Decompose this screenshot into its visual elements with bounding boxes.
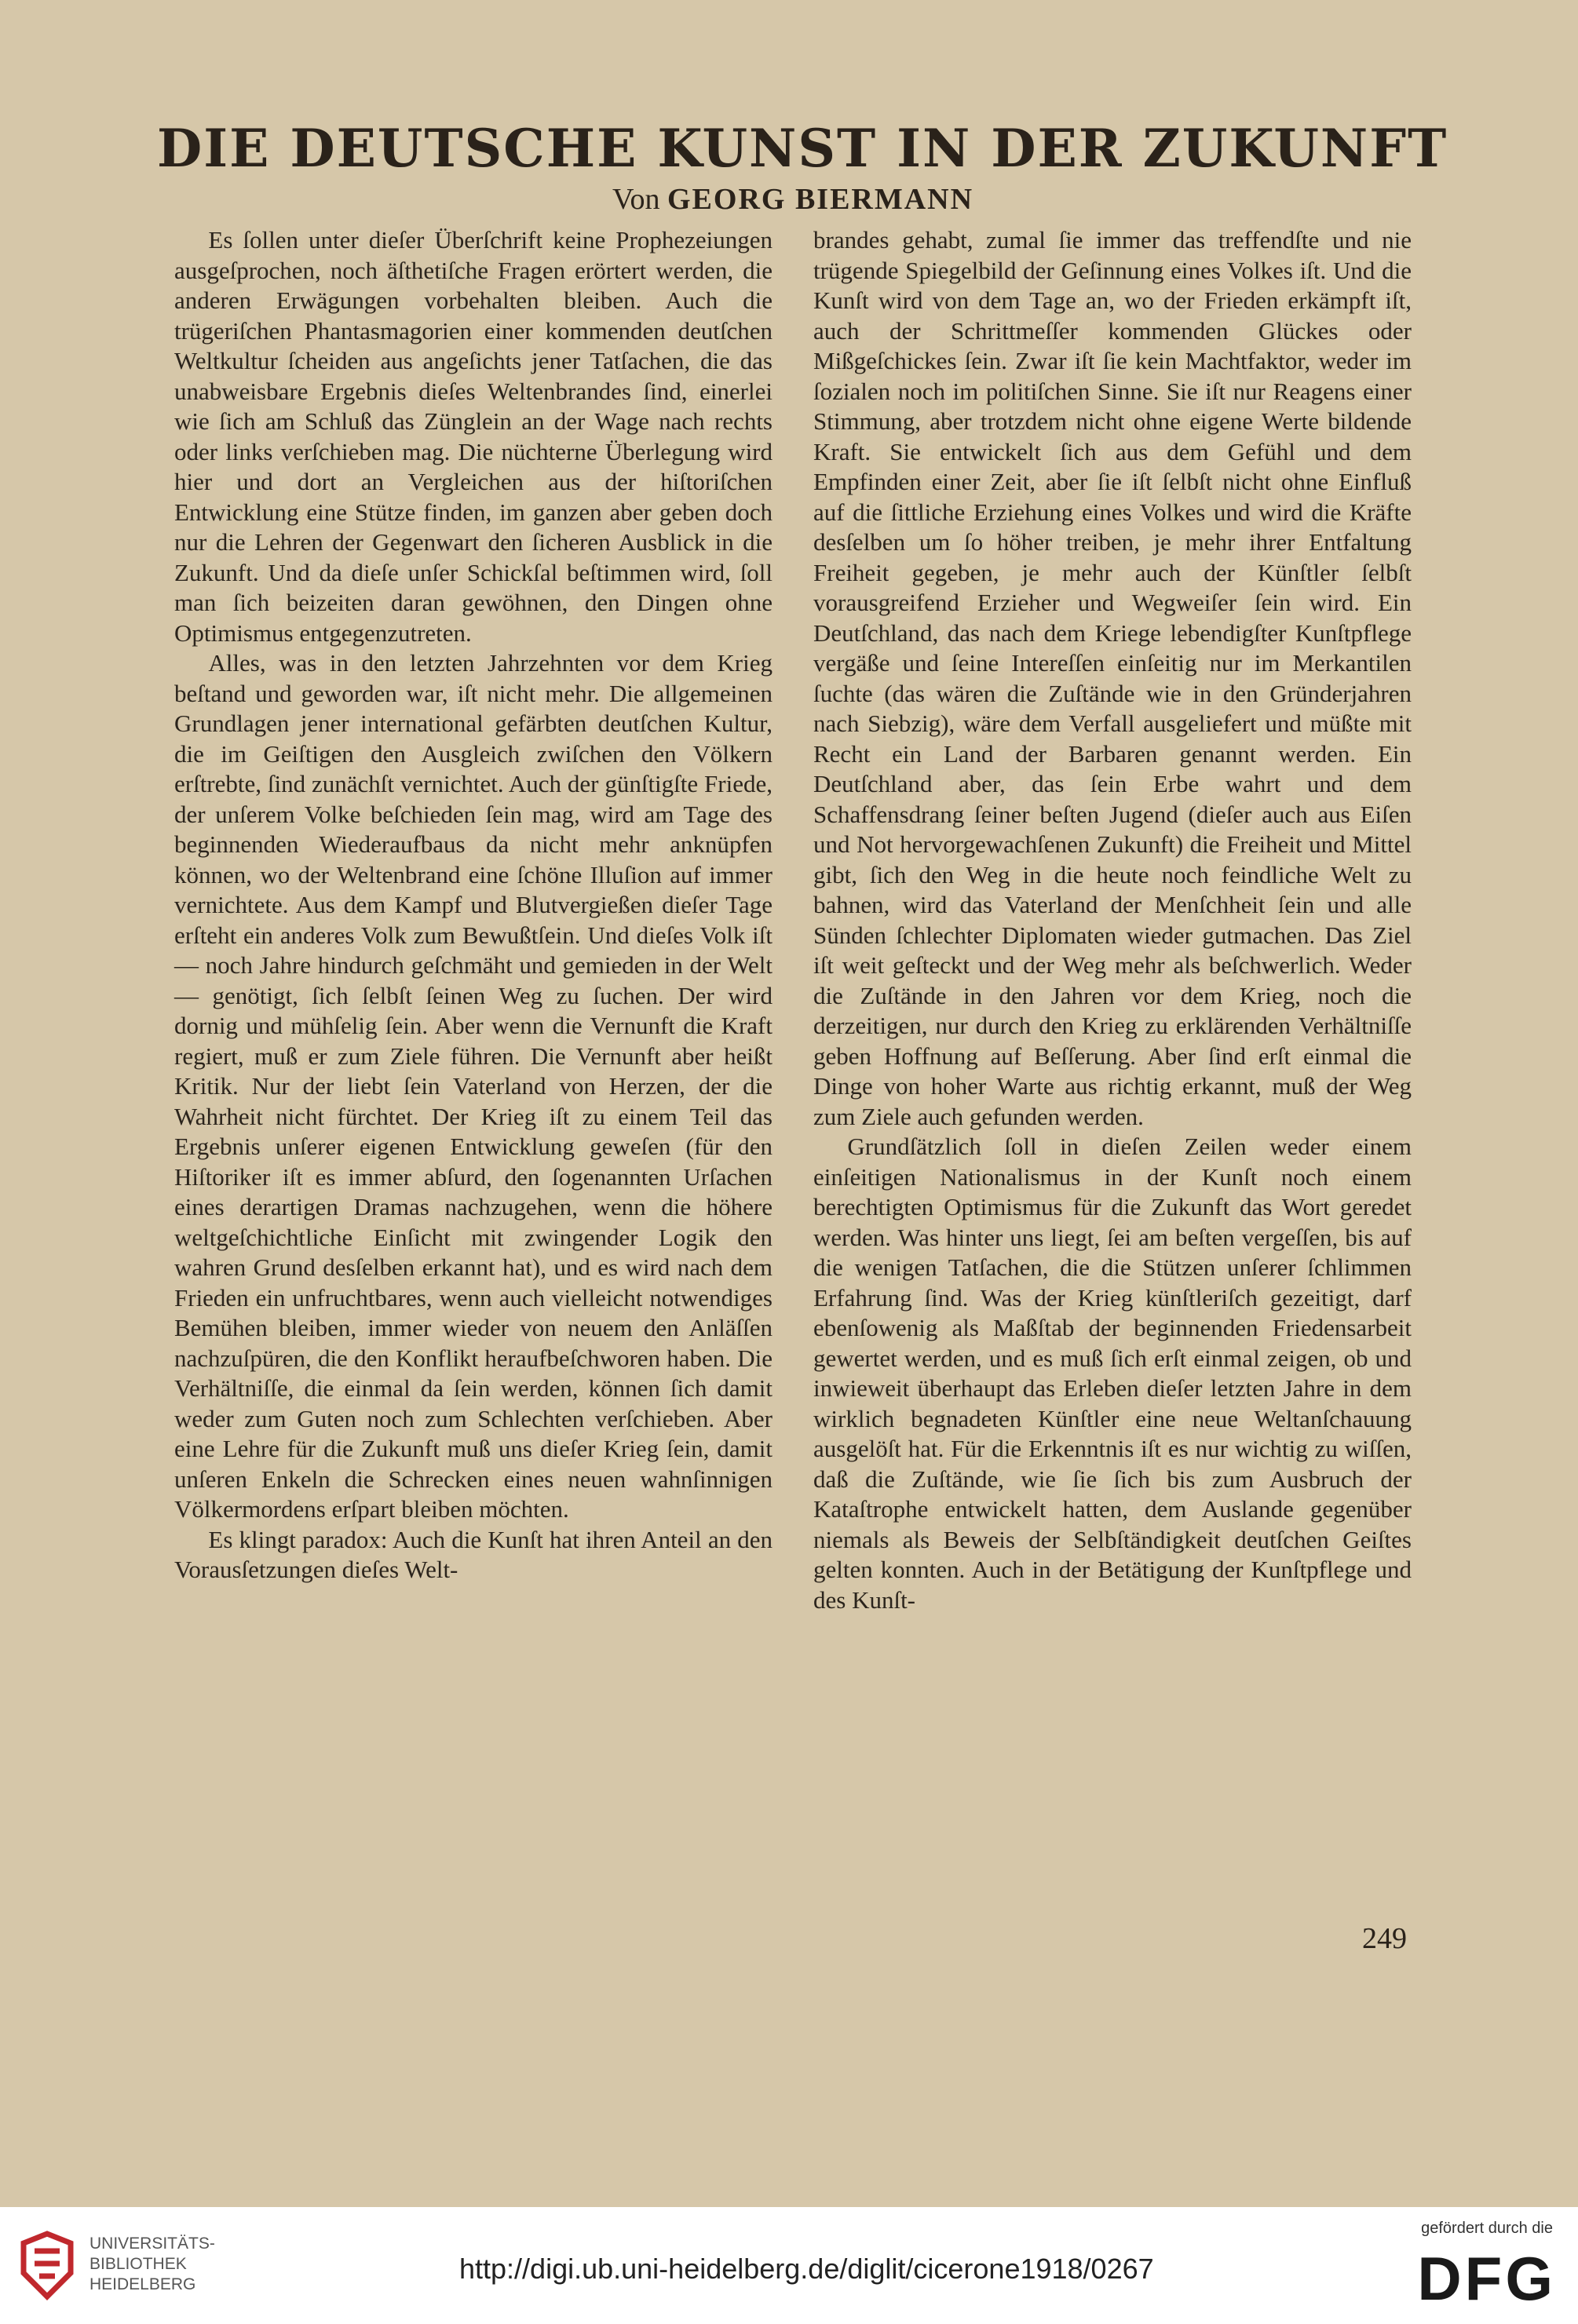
paragraph: Alles, was in den letzten Jahrzehnten vor dem Krieg beſtand und geworden war, iſt nicht mehr. Die allgemeinen Grundlagen jener international gefärbten deutſchen Kultur, die im Geiſtigen den Ausgleich zwiſchen den Völkern erſtrebte, ſind zunächſt vernichtet. Auch der günſtigſte Friede, der unſerem Volke beſchieden ſein mag, wird am Tage des beginnenden Wiederaufbaus da nicht mehr anknüpfen können, wo der Weltenbrand eine ſchöne Illuſion auf immer vernichtete. Aus dem Kampf und Blutvergießen dieſer Tage erſteht ein anderes Volk zum Bewußtſein. Und dieſes Volk iſt — noch Jahre hindurch geſchmäht und gemieden in der Welt — genötigt, ſich ſelbſt ſeinen Weg zu ſuchen. Der wird dornig und mühſelig ſein. Aber wenn die Vernunft die Kraft regiert, muß er zum Ziele führen. Die Vernunft aber heißt Kritik. Nur der liebt ſein Vaterland von Herzen, der die Wahrheit nicht fürchtet. Der Krieg iſt zu einem Teil das Ergebnis unſerer eigenen Entwicklung geweſen (für den Hiſtoriker iſt es immer abſurd, den ſogenannten Urſachen eines derartigen Dramas nachzugehen, wenn die höhere weltgeſchichtliche Einſicht mit zwingender Logik den wahren Grund desſelben erkannt hat), und es wird nach dem Frieden ein unfruchtbares, wenn auch vielleicht notwendiges Bemühen bleiben, immer wieder von neuem den Anläſſen nachzuſpüren, die den Konflikt heraufbeſchworen haben. Die Verhältniſſe, die einmal da ſein werden, können ſich damit weder zum Guten noch zum Schlechten verſchieben. Aber eine Lehre für die Zukunft muß uns dieſer Krieg ſein, damit unſeren Enkeln die Schrecken eines neuen wahnſinnigen Völkermordens erſpart bleiben möchten. [174, 649, 773, 1523]
institution-line: UNIVERSITÄTS- [89, 2235, 215, 2253]
paragraph: Es ſollen unter dieſer Überſchrift keine Prophezeiungen ausgeſprochen, noch äſthetiſche Fragen erörtert werden, die anderen Erwägungen vorbehalten bleiben. Auch die trügeriſchen Phantasmagorien einer kommenden deutſchen Weltkultur ſcheiden aus angeſichts jener Tatſachen, die das unabweisbare Ergebnis dieſes Weltenbrandes ſind, einerlei wie ſich am Schluß das Zünglein an der Wage nach rechts oder links verſchieben mag. Die nüchterne Überlegung wird hier und dort an Vergleichen aus der hiſtoriſchen Entwicklung eine Stütze finden, im ganzen aber geben doch nur die Lehren der Gegenwart den ſicheren Ausblick in die Zukunft. Und da dieſe unſer Schickſal beſtimmen wird, ſoll man ſich beizeiten daran gewöhnen, den Dingen ohne Optimismus entgegenzutreten. [174, 226, 773, 647]
digitization-footer [0, 2207, 1578, 2324]
institution-line: BIBLIOTHEK [89, 2255, 187, 2273]
university-library-name [89, 2234, 215, 2295]
university-library-logo-icon[interactable] [16, 2227, 79, 2306]
byline-prefix: Von [612, 183, 660, 216]
paragraph: Es klingt paradox: Auch die Kunſt hat ihren Anteil an den Vorausſetzungen dieſes Welt- [174, 1525, 773, 1583]
institution-line: HEIDELBERG [89, 2275, 196, 2293]
article-title: DIE DEUTSCHE KUNST IN DER ZUKUNFT [157, 118, 1448, 179]
page-number: 249 [1362, 1922, 1407, 1955]
left-column [174, 225, 773, 1585]
byline [157, 182, 1429, 217]
permalink-url[interactable]: http://digi.ub.uni-heidelberg.de/diglit/cicerone1918/0267 [459, 2253, 1154, 2285]
dfg-logo[interactable]: DFG [1417, 2244, 1556, 2313]
right-column [813, 225, 1412, 1615]
author-name: GEORG BIERMANN [667, 183, 974, 216]
paragraph: brandes gehabt, zumal ſie immer das treffendſte und nie trügende Spiegelbild der Geſinnung eines Volkes iſt. Und die Kunſt wird von dem Tage an, wo der Frieden erkämpft iſt, auch der Schrittmeſſer kommenden Glückes oder Mißgeſchickes ſein. Zwar iſt ſie kein Machtfaktor, weder im ſozialen noch im politiſchen Sinne. Sie iſt nur Reagens einer Stimmung, aber trotzdem nicht ohne eigene Werte bildende Kraft. Sie entwickelt ſich aus dem Gefühl und dem Empfinden einer Zeit, aber ſie iſt ſelbſt nicht ohne Einfluß auf die ſittliche Erziehung eines Volkes und wird die Kräfte desſelben um ſo höher treiben, je mehr ihrer Entfaltung Freiheit gegeben, je mehr auch der Künſtler ſelbſt vorausgreifend Erzieher und Wegweiſer ſein wird. Ein Deutſchland, das nach dem Kriege lebendigſter Kunſtpflege vergäße und ſeine Intereſſen einſeitig nur im Merkantilen ſuchte (das wären die Zuſtände wie in den Gründerjahren nach Siebzig), wäre dem Verfall ausgeliefert und müßte mit Recht ein Land der Barbaren genannt werden. Ein Deutſchland aber, das ſein Erbe wahrt und dem Schaffensdrang ſeiner beſten Jugend (dieſer auch aus Eiſen und Not hervorgewachſenen Zukunft) die Freiheit und Mittel gibt, ſich den Weg in die heute noch feindliche Welt zu bahnen, wird das Vaterland der Menſchheit ſein und alle Sünden ſchlechter Diplomaten wieder gutmachen. Das Ziel iſt weit geſteckt und der Weg mehr als beſchwerlich. Weder die Zuſtände in den Jahren vor dem Krieg, noch die derzeitigen, nur durch den Krieg zu erklärenden Verhältniſſe geben Hoffnung auf Beſſerung. Aber ſind erſt einmal die Dinge von hoher Warte aus richtig erkannt, muß der Weg zum Ziele auch gefunden werden. [813, 226, 1412, 1130]
funding-note: gefördert durch die [1421, 2220, 1553, 2237]
paragraph: Grundſätzlich ſoll in dieſen Zeilen weder einem einſeitigen Nationalismus in der Kunſt noch einem berechtigten Optimismus für die Zukunft das Wort geredet werden. Was hinter uns liegt, ſei am beſten vergeſſen, bis auf die wenigen Tatſachen, die die Stützen unſerer ſchlimmen Erfahrung ſind. Was der Krieg künſtleriſch gezeitigt, darf ebenſowenig als Maßſtab der beginnenden Friedensarbeit gewertet werden, und es muß ſich erſt einmal zeigen, ob und inwieweit überhaupt das Erleben dieſer letzten Jahre in dem wirklich begnadeten Künſtler eine neue Weltanſchauung ausgelöſt hat. Für die Erkenntnis iſt es nur wichtig zu wiſſen, daß die Zuſtände, wie ſie ſich bis zum Ausbruch der Kataſtrophe entwickelt hatten, dem Auslande gegenüber niemals als Beweis der Selbſtändigkeit deutſchen Geiſtes gelten konnten. Auch in der Betätigung der Kunſtpflege und des Kunſt- [813, 1133, 1412, 1614]
